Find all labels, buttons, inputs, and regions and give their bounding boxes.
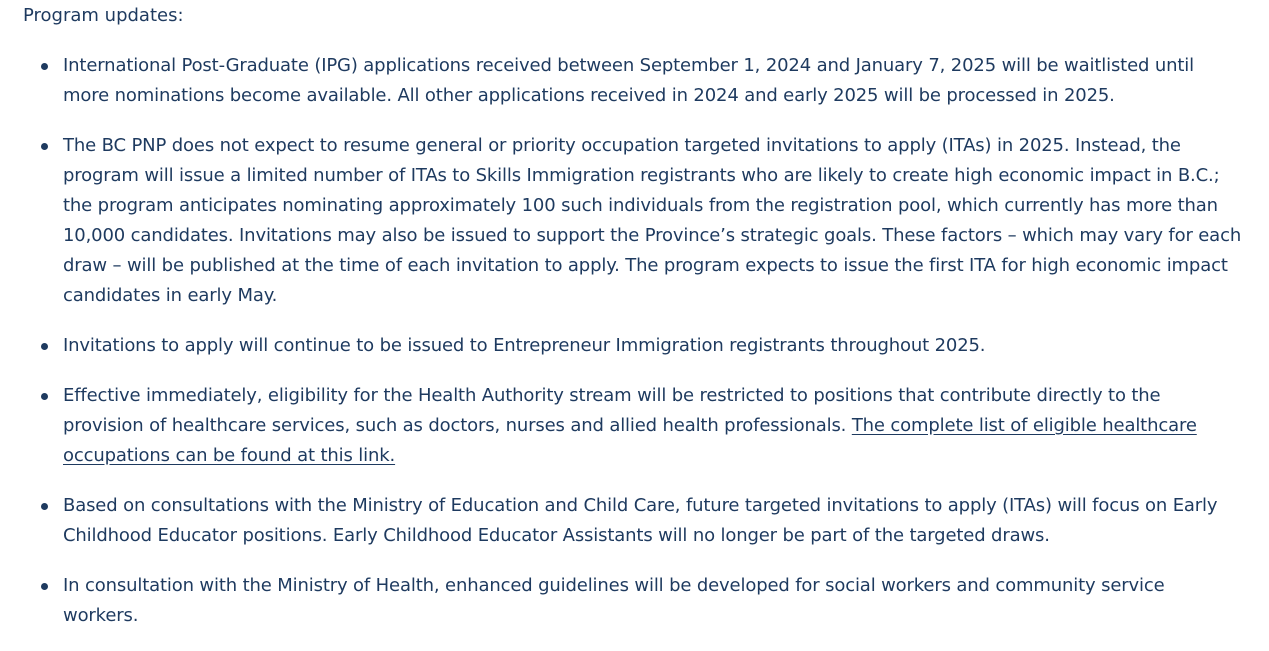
- bullet-icon: [41, 503, 48, 510]
- list-item-entrepreneur: [63, 331, 1243, 361]
- list-item-text: Based on consultations with the Ministry of Education and Child Care, future targeted invitations to apply (ITAs) will focus on Early Childhood Educator positions. Early Childhood Educator Assistants will no longer be part of the targeted draws.: [63, 495, 1218, 546]
- list-item-ita-economic-impact: [63, 131, 1243, 311]
- program-updates-section: [23, 1, 1243, 651]
- list-item-health-authority: [63, 381, 1243, 471]
- list-item-text: The BC PNP does not expect to resume general or priority occupation targeted invitations to apply (ITAs) in 2025. Instead, the program will issue a limited number of ITAs to Skills Immigration registrants who are likely to create high economic impact in B.C.; the program anticipates nominating approximately 100 such individuals from the registration pool, which currently has more than 10,000 candidates. Invitations may also be issued to support the Province’s strategic goals. These factors – which may vary for each draw – will be published at the time of each invitation to apply. The program expects to issue the first ITA for high economic impact candidates in early May.: [63, 135, 1242, 306]
- bullet-icon: [41, 393, 48, 400]
- list-item-text: In consultation with the Ministry of Health, enhanced guidelines will be developed for social workers and community service workers.: [63, 575, 1165, 626]
- bullet-icon: [41, 143, 48, 150]
- list-item-text: Effective immediately, eligibility for the Health Authority stream will be restricted to positions that contribute directly to the provision of healthcare services, such as doctors, nurses and allied health professionals.: [63, 385, 1161, 436]
- bullet-icon: [41, 63, 48, 70]
- list-item-text: Invitations to apply will continue to be issued to Entrepreneur Immigration registrants throughout 2025.: [63, 335, 986, 356]
- list-item-ipg-waitlist: [63, 51, 1243, 111]
- eligible-healthcare-occupations-link[interactable]: The complete list of eligible healthcare occupations can be found at this link.: [63, 415, 1197, 466]
- list-item-text: International Post-Graduate (IPG) applications received between September 1, 2024 and January 7, 2025 will be waitlisted until more nominations become available. All other applications received in 2024 and early 2025 will be processed in 2025.: [63, 55, 1194, 106]
- updates-list: [23, 51, 1243, 631]
- bullet-icon: [41, 583, 48, 590]
- bullet-icon: [41, 343, 48, 350]
- list-item-early-childhood: [63, 491, 1243, 551]
- section-heading: Program updates:: [23, 5, 184, 26]
- list-item-social-workers: [63, 571, 1243, 631]
